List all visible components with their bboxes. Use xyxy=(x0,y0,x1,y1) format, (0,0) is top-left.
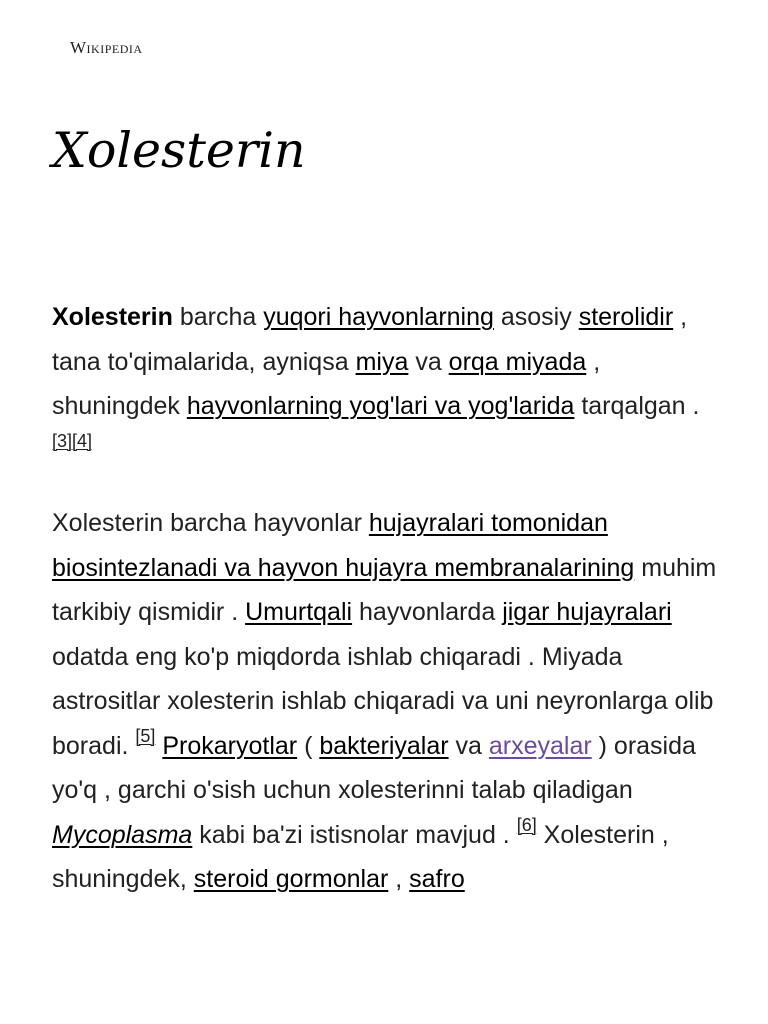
page-title: Xolesterin xyxy=(52,122,306,179)
reference-4-link[interactable]: [4] xyxy=(72,430,93,451)
text: hayvonlarda xyxy=(352,598,503,626)
text: odatda eng ko'p miqdorda ishlab chiqaradi . Miyada astrositlar xolesterin ishlab chiqaradi va uni neyronlarga olib boradi. xyxy=(52,642,714,760)
link-orqa-miyada[interactable]: orqa miyada xyxy=(448,347,587,376)
article-content xyxy=(52,295,720,930)
paragraph-2 xyxy=(52,501,720,902)
link-bakteriyalar[interactable]: bakteriyalar xyxy=(319,731,449,760)
text: barcha xyxy=(172,303,264,331)
reference-6-link[interactable]: [6] xyxy=(516,814,537,835)
text: asosiy xyxy=(493,303,579,331)
text: ( xyxy=(297,731,320,760)
link-miya[interactable]: miya xyxy=(355,347,409,376)
link-yuqori-hayvonlarning[interactable]: yuqori hayvonlarning xyxy=(263,303,494,331)
paragraph-1 xyxy=(52,295,720,473)
bold-term: Xolesterin xyxy=(52,303,173,331)
link-jigar-hujayralari[interactable]: jigar hujayralari xyxy=(502,598,672,626)
text: Xolesterin barcha hayvonlar xyxy=(52,509,369,537)
text: , shuningdek xyxy=(52,347,601,420)
link-hujayralari-biosintez[interactable]: hujayralari tomonidan biosintezlanadi va hayvon hujayra membranalarining xyxy=(52,509,635,582)
text: , xyxy=(388,865,410,893)
wikipedia-logo[interactable]: Wikipedia xyxy=(70,38,143,57)
text: tarqalgan . xyxy=(574,392,700,420)
link-mycoplasma[interactable]: Mycoplasma xyxy=(52,820,193,849)
text: kabi ba'zi istisnolar mavjud . xyxy=(192,820,517,849)
link-safro[interactable]: safro xyxy=(409,865,465,893)
link-steroid-gormonlar[interactable]: steroid gormonlar xyxy=(193,865,389,893)
text: Xolesterin , shuningdek, xyxy=(52,820,669,893)
link-prokaryotlar[interactable]: Prokaryotlar xyxy=(162,731,298,760)
reference-4[interactable] xyxy=(72,431,92,451)
link-arxeyalar[interactable]: arxeyalar xyxy=(488,731,592,760)
text: ) orasida yo'q , garchi o'sish uchun xolesterinni talab qiladigan xyxy=(52,731,696,804)
link-sterolidir[interactable]: sterolidir xyxy=(578,303,674,331)
reference-5[interactable] xyxy=(135,726,155,746)
text: va xyxy=(408,347,449,376)
reference-5-link[interactable]: [5] xyxy=(135,725,156,746)
reference-6[interactable] xyxy=(517,815,537,835)
reference-3-link[interactable]: [3] xyxy=(52,430,73,451)
link-hayvonlarning-yoglari[interactable]: hayvonlarning yog'lari va yog'larida xyxy=(186,392,575,420)
link-umurtqali[interactable]: Umurtqali xyxy=(245,598,353,626)
text: , tana to'qimalarida, ayniqsa xyxy=(52,303,688,376)
text: va xyxy=(448,731,489,760)
text: muhim tarkibiy qismidir . xyxy=(52,553,717,626)
reference-3[interactable] xyxy=(52,431,72,451)
